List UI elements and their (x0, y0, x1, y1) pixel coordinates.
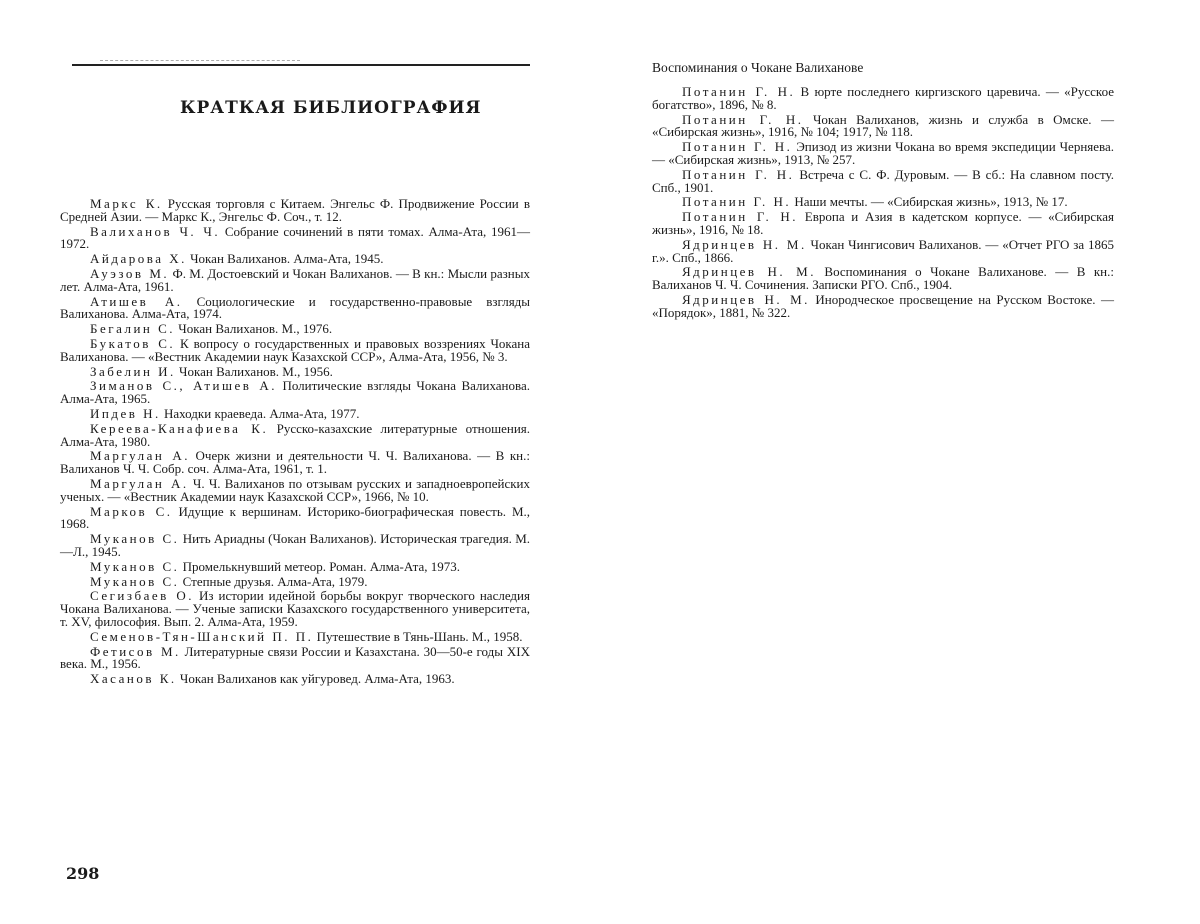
entry-author: Муканов С. (90, 559, 179, 574)
entry-author: Ядринцев Н. М. (682, 237, 807, 252)
bibliography-entry (60, 478, 530, 504)
bibliography-entry (60, 631, 530, 644)
entry-text: Из истории идейной борьбы вокруг творческого наследия Чокана Валиханова. — Ученые записки Казахского государственного университета, т. XV, философия. Вып. 2. Алма-Ата, 1959. (60, 588, 530, 629)
entry-text: Эпизод из жизни Чокана во время экспедиции Черняева. — «Сибирская жизнь», 1913, № 257. (652, 139, 1114, 167)
entry-author: Потанин Г. Н. (682, 139, 792, 154)
bibliography-entry (652, 294, 1114, 320)
entry-text: Наши мечты. — «Сибирская жизнь», 1913, № 17. (794, 194, 1067, 209)
bibliography-entry (652, 196, 1114, 209)
bibliography-entry (60, 646, 530, 672)
entry-text: Социологические и государственно-правовые взгляды Валиханова. Алма-Ата, 1974. (60, 294, 530, 322)
entry-text: Чокан Валиханов как уйгуровед. Алма-Ата, 1963. (180, 671, 455, 686)
bibliography-entry (652, 239, 1114, 265)
entry-text: Встреча с С. Ф. Дуровым. — В сб.: На славном посту. Спб., 1901. (652, 167, 1114, 195)
entry-author: Ядринцев Н. М. (682, 264, 816, 279)
bibliography-entry (60, 323, 530, 336)
entry-author: Хасанов К. (90, 671, 177, 686)
entry-author: Потанин Г. Н. (682, 209, 798, 224)
entry-text: Европа и Азия в кадетском корпусе. — «Сибирская жизнь», 1916, № 18. (652, 209, 1114, 237)
entry-text: Литературные связи России и Казахстана. 30—50-е годы XIX века. М., 1956. (60, 644, 530, 672)
entry-text: Чокан Валиханов, жизнь и служба в Омске. — «Сибирская жизнь», 1916, № 104; 1917, № 118. (652, 112, 1114, 140)
right-page (652, 0, 1114, 924)
entry-text: К вопросу о государственных и правовых воззрениях Чокана Валиханова. — «Вестник Академии наук Казахской ССР», Алма-Ата, 1956, № 3. (60, 336, 530, 364)
entry-text: Степные друзья. Алма-Ата, 1979. (183, 574, 368, 589)
header-rule (72, 64, 530, 66)
bibliography-entry (60, 533, 530, 559)
page-title: КРАТКАЯ БИБЛИОГРАФИЯ (180, 98, 482, 118)
entry-text: Чокан Чингисович Валиханов. — «Отчет РГО за 1865 г.». Спб., 1866. (652, 237, 1114, 265)
entry-author: Потанин Г. Н. (682, 84, 795, 99)
page-number: 298 (66, 864, 99, 883)
bibliography-entry (60, 408, 530, 421)
entry-author: Муканов С. (90, 531, 179, 546)
bibliography-entry (60, 268, 530, 294)
entry-author: Фетисов М. (90, 644, 181, 659)
bibliography-list (60, 198, 530, 688)
entry-author: Зиманов С., Атишев А. (90, 378, 277, 393)
entry-text: Чокан Валиханов. М., 1976. (178, 321, 332, 336)
bibliography-list-continued (652, 86, 1114, 322)
entry-author: Атишев А. (90, 294, 183, 309)
entry-author: Ядринцев Н. М. (682, 292, 810, 307)
bibliography-entry (60, 253, 530, 266)
entry-author: Потанин Г. Н. (682, 112, 804, 127)
entry-author: Семенов-Тян-Шанский П. П. (90, 629, 313, 644)
bibliography-entry (60, 296, 530, 322)
bibliography-entry (652, 114, 1114, 140)
entry-text: Находки краеведа. Алма-Ата, 1977. (164, 406, 360, 421)
entry-text: Ч. Ч. Валиханов по отзывам русских и западноевропейских ученых. — «Вестник Академии наук Казахской ССР», 1966, № 10. (60, 476, 530, 504)
entry-author: Маргулан А. (90, 476, 189, 491)
bibliography-entry (60, 423, 530, 449)
entry-author: Ипдев Н. (90, 406, 161, 421)
entry-text: Очерк жизни и деятельности Ч. Ч. Валиханова. — В кн.: Валиханов Ч. Ч. Собр. соч. Алма-Ата, 1961, т. 1. (60, 448, 530, 476)
bibliography-entry (60, 590, 530, 628)
entry-text: Русско-казахские литературные отношения. Алма-Ата, 1980. (60, 421, 530, 449)
bibliography-entry (60, 450, 530, 476)
entry-text: Промелькнувший метеор. Роман. Алма-Ата, 1973. (183, 559, 460, 574)
entry-author: Ауэзов М. (90, 266, 169, 281)
entry-text: Собрание сочинений в пяти томах. Алма-Ата, 1961—1972. (60, 224, 530, 252)
bibliography-entry (60, 506, 530, 532)
entry-author: Валиханов Ч. Ч. (90, 224, 220, 239)
entry-text: Нить Ариадны (Чокан Валиханов). Историческая трагедия. М.—Л., 1945. (60, 531, 530, 559)
bibliography-entry (60, 673, 530, 686)
bibliography-entry (60, 576, 530, 589)
entry-author: Маркс К. (90, 196, 163, 211)
entry-author: Потанин Г. Н. (682, 194, 791, 209)
entry-author: Букатов С. (90, 336, 175, 351)
running-head: Воспоминания о Чокане Валиханове (652, 60, 863, 76)
entry-author: Сегизбаев О. (90, 588, 194, 603)
left-page (60, 0, 530, 924)
bibliography-entry (60, 198, 530, 224)
entry-author: Марков С. (90, 504, 173, 519)
entry-author: Забелин И. (90, 364, 176, 379)
entry-text: Чокан Валиханов. М., 1956. (179, 364, 333, 379)
bibliography-entry (652, 169, 1114, 195)
entry-author: Маргулан А. (90, 448, 190, 463)
bibliography-entry (652, 266, 1114, 292)
entry-text: Идущие к вершинам. Историко-биографическая повесть. М., 1968. (60, 504, 530, 532)
entry-text: Воспоминания о Чокане Валиханове. — В кн.: Валиханов Ч. Ч. Сочинения. Записки РГО. Спб., 1904. (652, 264, 1114, 292)
entry-text: Путешествие в Тянь-Шань. М., 1958. (317, 629, 523, 644)
entry-text: Ф. М. Достоевский и Чокан Валиханов. — В кн.: Мысли разных лет. Алма-Ата, 1961. (60, 266, 530, 294)
bibliography-entry (652, 141, 1114, 167)
bibliography-entry (60, 561, 530, 574)
entry-author: Бегалин С. (90, 321, 175, 336)
entry-text: Инородческое просвещение на Русском Востоке. — «Порядок», 1881, № 322. (652, 292, 1114, 320)
entry-author: Муканов С. (90, 574, 179, 589)
bibliography-entry (652, 211, 1114, 237)
bibliography-entry (60, 226, 530, 252)
entry-author: Потанин Г. Н. (682, 167, 794, 182)
bibliography-entry (60, 366, 530, 379)
bibliography-entry (60, 380, 530, 406)
entry-text: В юрте последнего киргизского царевича. — «Русское богатство», 1896, № 8. (652, 84, 1114, 112)
entry-text: Русская торговля с Китаем. Энгельс Ф. Продвижение России в Средней Азии. — Маркс К., Энгельс Ф. Соч., т. 12. (60, 196, 530, 224)
entry-text: Политические взгляды Чокана Валиханова. Алма-Ата, 1965. (60, 378, 530, 406)
bibliography-entry (652, 86, 1114, 112)
entry-text: Чокан Валиханов. Алма-Ата, 1945. (190, 251, 383, 266)
bibliography-entry (60, 338, 530, 364)
entry-author: Айдарова Х. (90, 251, 187, 266)
entry-author: Кереева-Канафиева К. (90, 421, 268, 436)
